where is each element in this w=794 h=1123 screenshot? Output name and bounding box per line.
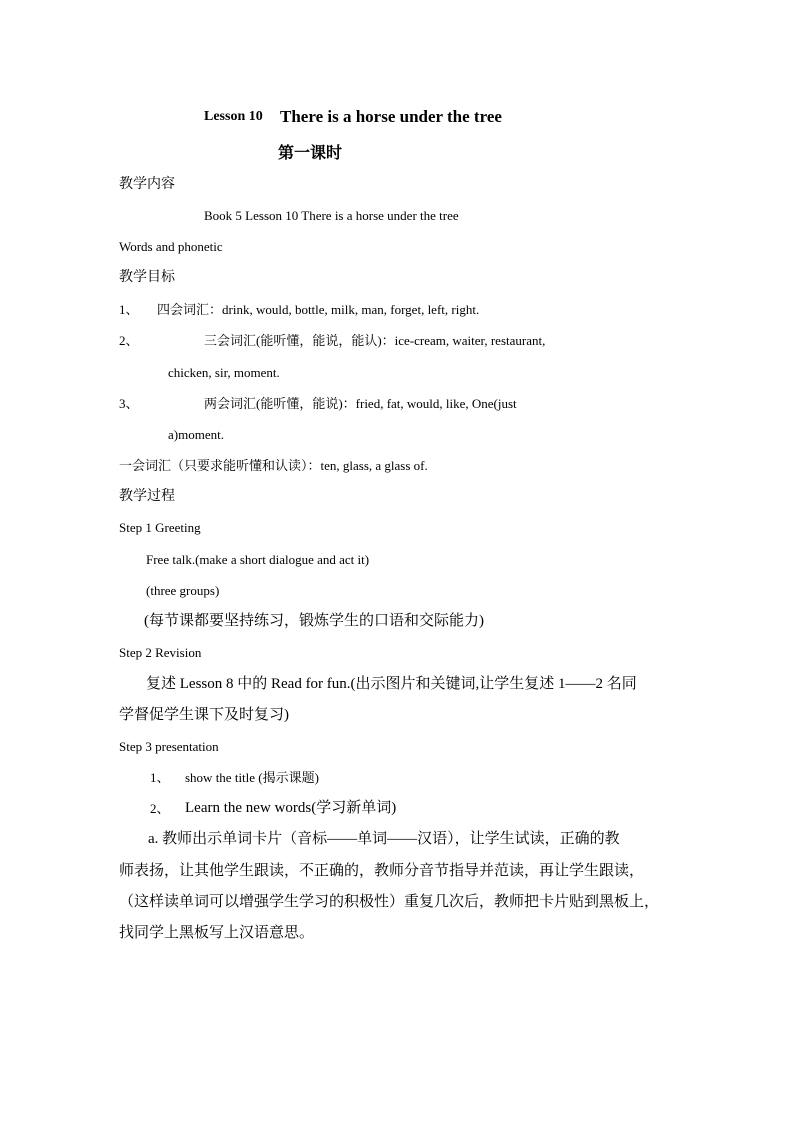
lesson-title: There is a horse under the tree [280,107,502,126]
objective-3-number: 3、 [119,396,139,411]
period-label: 第一课时 [278,145,343,162]
process-heading: 教学过程 [119,489,175,504]
step1-line2: (three groups) [146,583,220,598]
step3-item2-number: 2、 [150,801,170,816]
objective-3-continuation: a)moment. [168,427,224,442]
step1-title: Step 1 Greeting [119,520,201,535]
words-phonetic: Words and phonetic [119,239,223,254]
objective-2-continuation: chicken, sir, moment. [168,365,280,380]
step2-line1: 复述 Lesson 8 中的 Read for fun.(出示图片和关键词,让学生复述 1——2 名同 [146,676,637,692]
step3-item1-text: show the title (揭示课题) [185,770,319,785]
step3-para-line4: 找同学上黑板写上汉语意思。 [119,925,315,941]
lesson-label: Lesson 10 [204,109,263,124]
step1-line3: (每节课都要坚持练习，锻炼学生的口语和交际能力) [144,613,484,629]
objective-1-text: 四会词汇：drink, would, bottle, milk, man, forget, left, right. [157,302,480,317]
objective-2-number: 2、 [119,333,139,348]
step3-item1-number: 1、 [150,770,170,785]
objective-3-text: 两会词汇(能听懂，能说)：fried, fat, would, like, One(just [204,396,517,411]
step3-item2-text: Learn the new words(学习新单词) [185,800,397,816]
step1-line1: Free talk.(make a short dialogue and act it) [146,552,370,567]
objective-2-text: 三会词汇(能听懂，能说，能认)：ice-cream, waiter, restaurant, [204,333,546,348]
step3-para-line1: a. 教师出示单词卡片（音标——单词——汉语），让学生试读，正确的教 [148,831,620,847]
objective-4-text: 一会词汇（只要求能听懂和认读）：ten, glass, a glass of. [119,458,428,473]
step3-title: Step 3 presentation [119,739,219,754]
book-line: Book 5 Lesson 10 There is a horse under the tree [204,208,459,223]
content-heading: 教学内容 [119,177,175,192]
step2-title: Step 2 Revision [119,645,202,660]
step3-para-line2: 师表扬，让其他学生跟读，不正确的，教师分音节指导并范读，再让学生跟读， [119,863,645,879]
step2-line2: 学督促学生课下及时复习) [119,707,289,723]
objective-1-number: 1、 [119,302,139,317]
step3-para-line3: （这样读单词可以增强学生学习的积极性）重复几次后，教师把卡片贴到黑板上， [119,894,660,910]
objectives-heading: 教学目标 [119,270,175,285]
